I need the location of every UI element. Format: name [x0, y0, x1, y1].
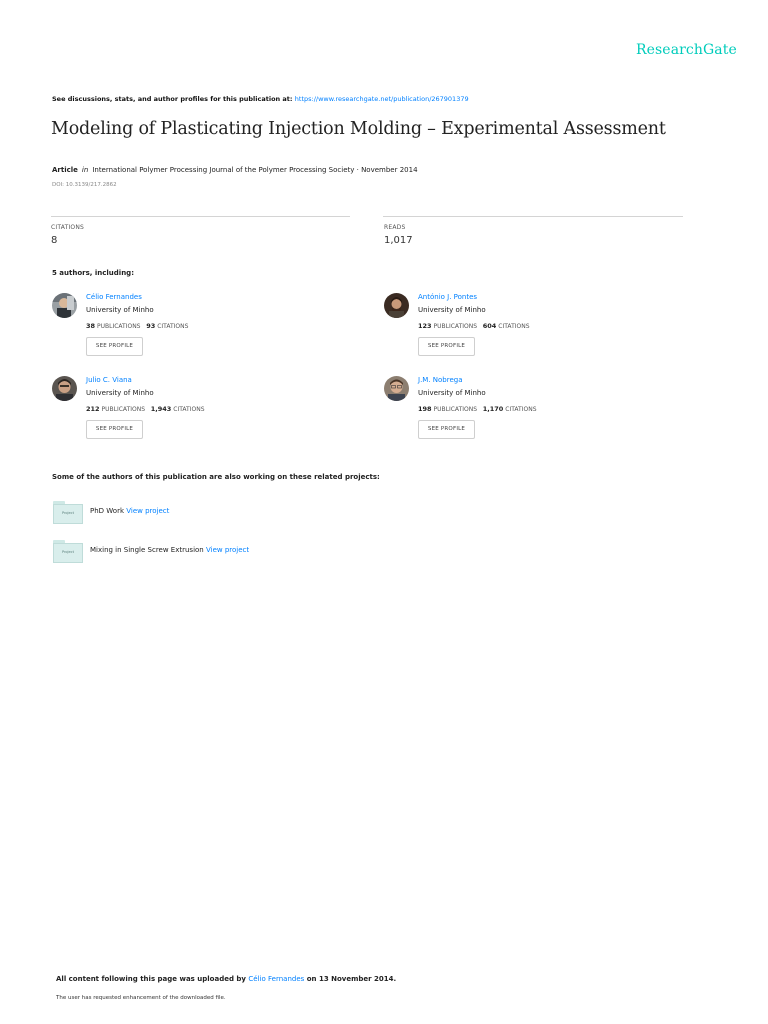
uploader-link[interactable]: Célio Fernandes [248, 975, 305, 983]
author-name[interactable]: Julio C. Viana [86, 376, 132, 384]
related-projects-heading: Some of the authors of this publication are also working on these related projects: [52, 473, 380, 481]
publication-meta [52, 166, 418, 174]
publications-label: PUBLICATIONS [96, 323, 141, 330]
project-folder-icon[interactable] [53, 540, 83, 563]
author-card [384, 293, 684, 373]
publications-label: PUBLICATIONS [433, 323, 478, 330]
project-name: PhD Work [90, 507, 124, 515]
avatar[interactable] [384, 293, 409, 318]
publications-label: PUBLICATIONS [433, 406, 478, 413]
publications-count: 38 [86, 322, 96, 330]
avatar[interactable] [384, 376, 409, 401]
upload-prefix: All content following this page was uploaded by [56, 975, 246, 983]
author-citations-label: CITATIONS [157, 323, 189, 330]
author-stats [418, 405, 537, 413]
see-discussions-line [52, 95, 469, 103]
view-project-link[interactable]: View project [126, 507, 170, 515]
publications-label: PUBLICATIONS [101, 406, 146, 413]
project-item [53, 501, 453, 525]
project-text [90, 546, 249, 554]
publication-title: Modeling of Plasticating Injection Molding – Experimental Assessment [51, 119, 666, 139]
see-discussions-text: See discussions, stats, and author profiles for this publication at: [52, 95, 293, 103]
upload-suffix: on 13 November 2014. [306, 975, 397, 983]
citations-divider [51, 216, 350, 217]
see-profile-button[interactable]: SEE PROFILE [418, 337, 475, 356]
publication-type: Article [52, 166, 78, 174]
folder-label: Project [62, 511, 74, 515]
author-citations-label: CITATIONS [498, 323, 530, 330]
see-profile-button[interactable]: SEE PROFILE [86, 420, 143, 439]
see-profile-button[interactable]: SEE PROFILE [86, 337, 143, 356]
author-card [52, 293, 352, 373]
journal-name: International Polymer Processing Journal of the Polymer Processing Society · November 2014 [92, 166, 418, 174]
author-institution: University of Minho [418, 306, 486, 314]
enhancement-note: The user has requested enhancement of the downloaded file. [56, 995, 226, 1001]
publications-count: 212 [86, 405, 100, 413]
author-card [52, 376, 352, 456]
project-folder-icon[interactable] [53, 501, 83, 524]
author-name[interactable]: Célio Fernandes [86, 293, 142, 301]
folder-label: Project [62, 550, 74, 554]
author-institution: University of Minho [86, 306, 154, 314]
author-institution: University of Minho [86, 389, 154, 397]
project-text [90, 507, 169, 515]
author-citations-count: 604 [482, 322, 497, 330]
author-stats [86, 322, 188, 330]
authors-heading: 5 authors, including: [52, 269, 134, 277]
citations-count: 8 [51, 235, 58, 246]
doi: DOI: 10.3139/217.2862 [52, 182, 117, 188]
author-citations-count: 1,943 [150, 405, 172, 413]
researchgate-logo[interactable]: ResearchGate [636, 42, 737, 58]
author-stats [418, 322, 530, 330]
avatar[interactable] [52, 293, 77, 318]
publications-count: 123 [418, 322, 432, 330]
author-citations-count: 1,170 [482, 405, 504, 413]
author-citations-label: CITATIONS [505, 406, 537, 413]
project-name: Mixing in Single Screw Extrusion [90, 546, 204, 554]
author-citations-count: 93 [146, 322, 156, 330]
view-project-link[interactable]: View project [205, 546, 250, 554]
publications-count: 198 [418, 405, 432, 413]
see-profile-button[interactable]: SEE PROFILE [418, 420, 475, 439]
author-stats [86, 405, 205, 413]
author-name[interactable]: António J. Pontes [418, 293, 478, 301]
author-citations-label: CITATIONS [173, 406, 205, 413]
author-card [384, 376, 684, 456]
reads-divider [383, 216, 683, 217]
reads-label: READS [384, 224, 406, 231]
reads-count: 1,017 [384, 235, 413, 246]
upload-notice [56, 975, 396, 983]
avatar[interactable] [52, 376, 77, 401]
author-institution: University of Minho [418, 389, 486, 397]
citations-label: CITATIONS [51, 224, 85, 231]
publication-url-link[interactable]: https://www.researchgate.net/publication/267901379 [294, 95, 469, 103]
author-name[interactable]: J.M. Nobrega [418, 376, 463, 384]
project-item [53, 540, 453, 564]
meta-in-word: in [81, 166, 89, 174]
